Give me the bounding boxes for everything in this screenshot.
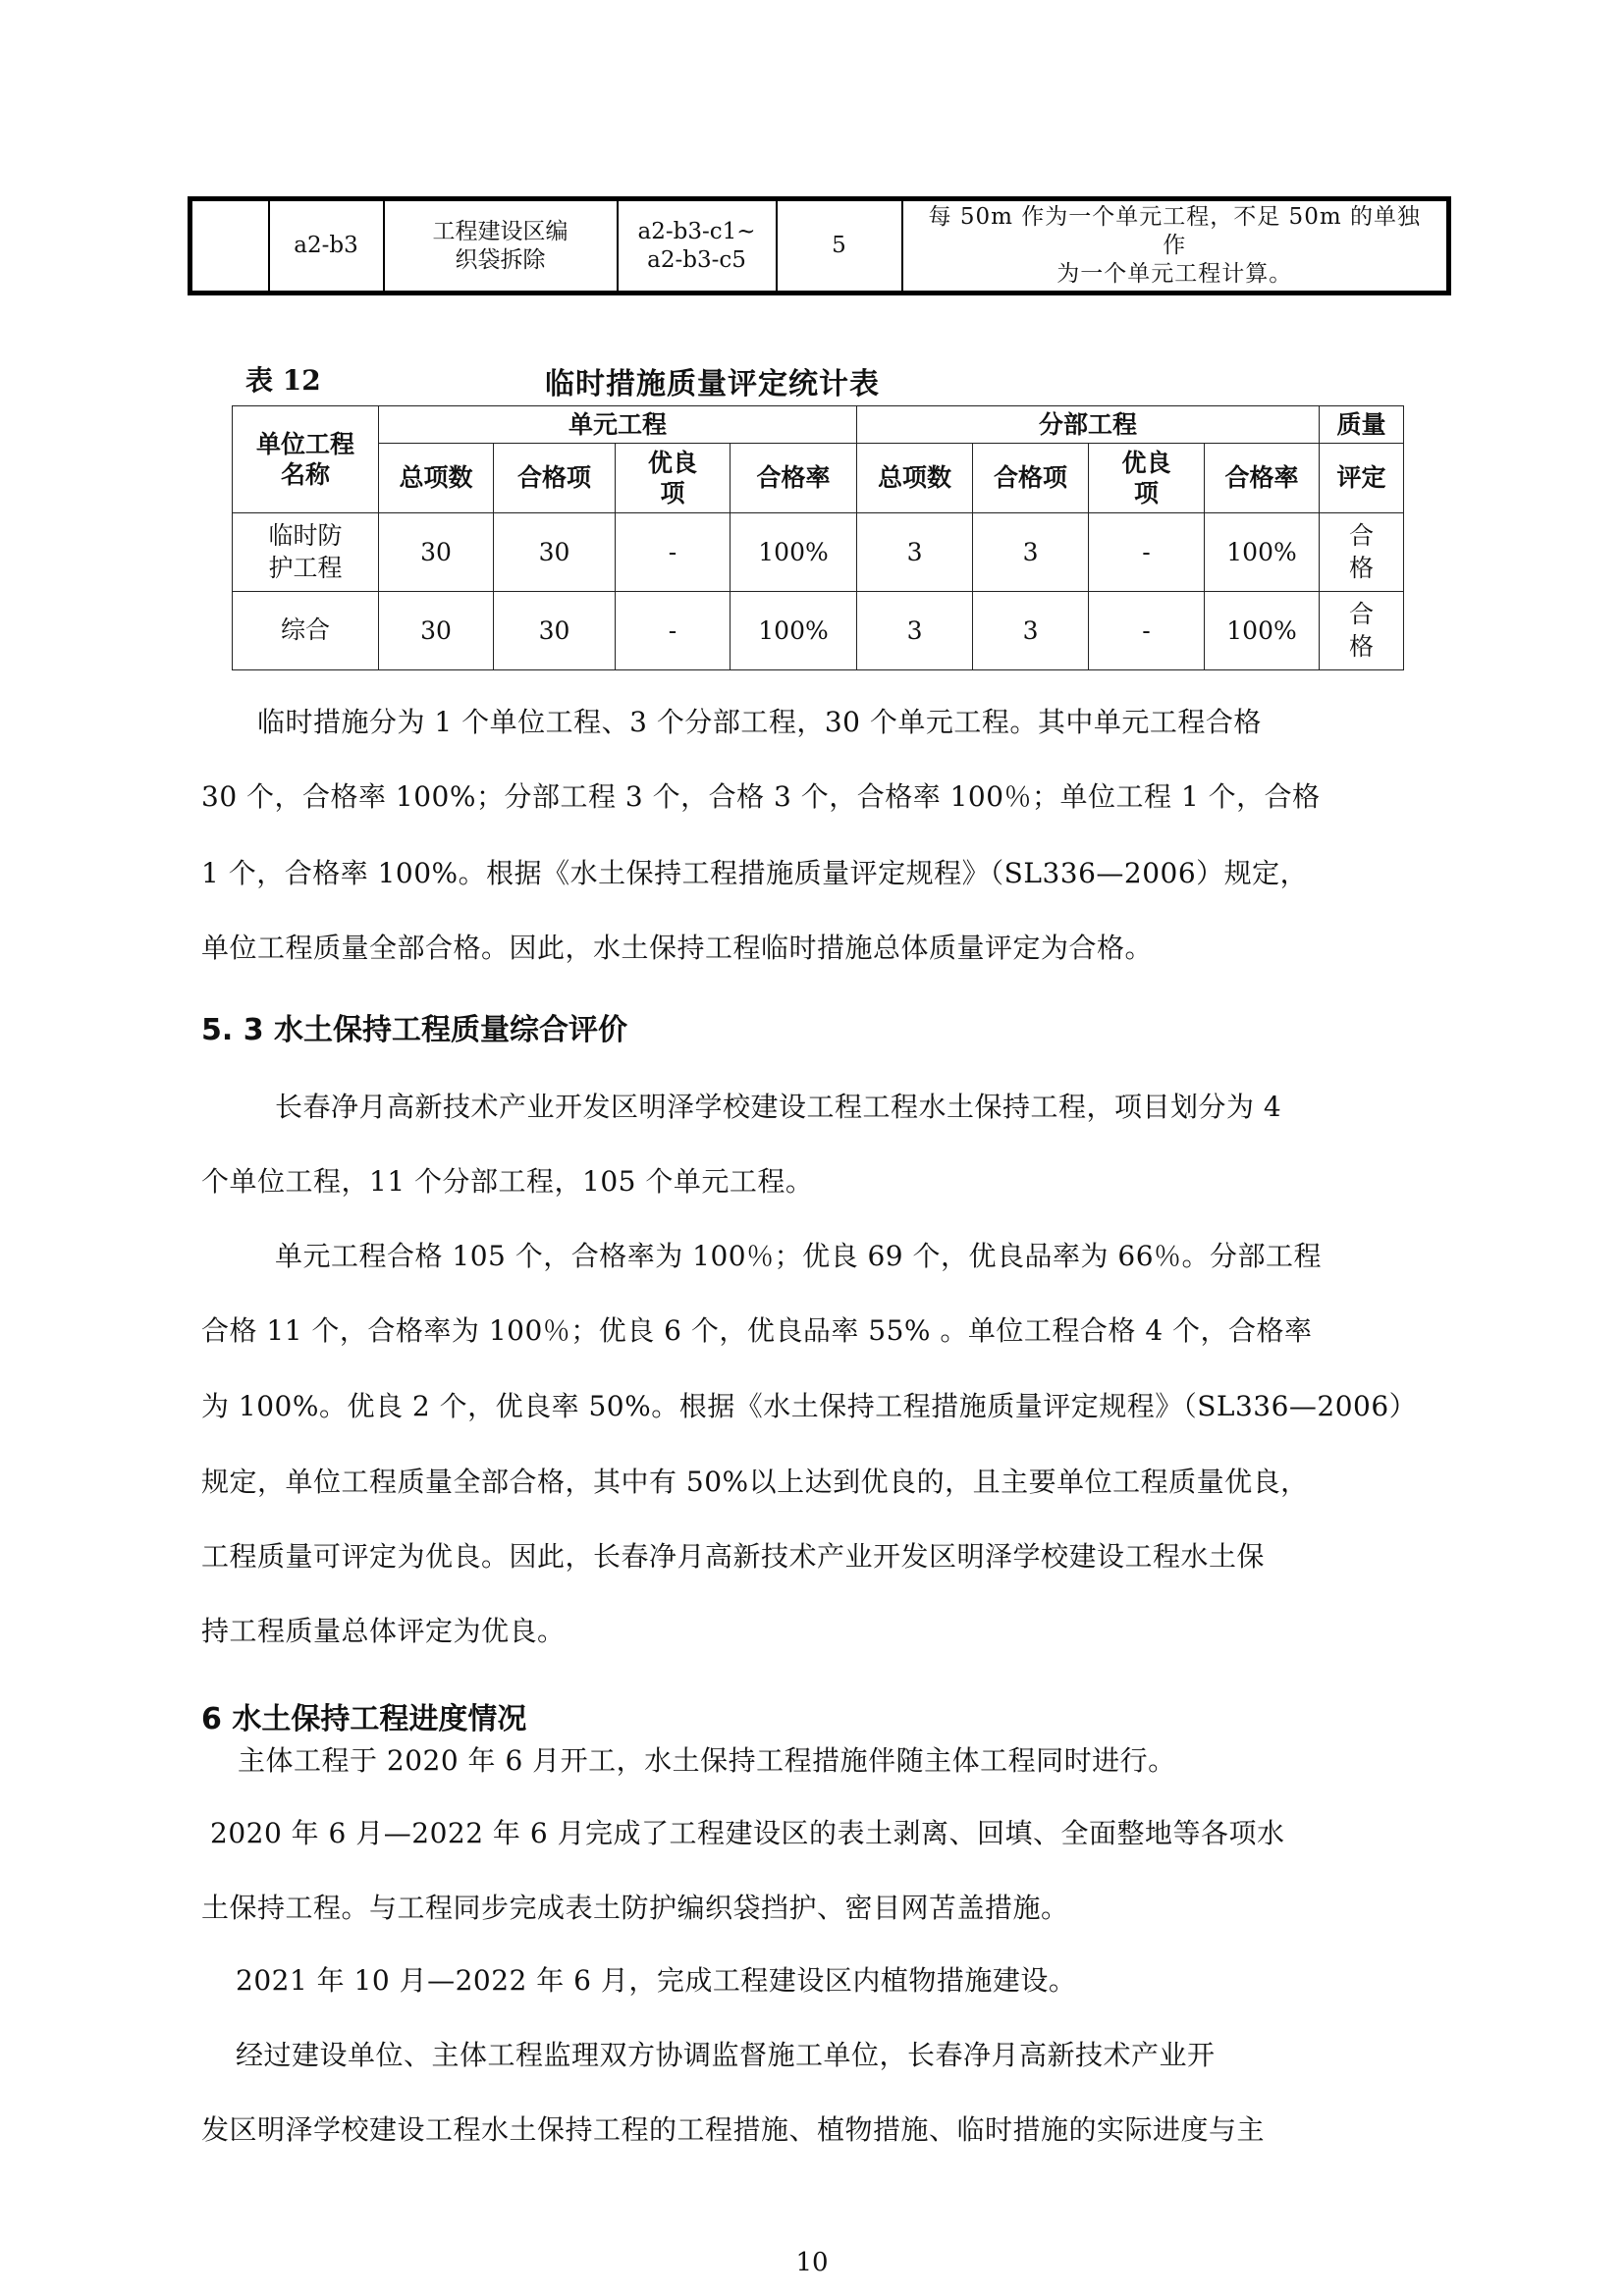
quality-statistics-table [232,405,1404,670]
header-qualified: 合格项 [973,444,1089,513]
cell-div-total: 3 [857,513,973,592]
cell-grade [1320,592,1404,670]
paragraph-line: 经过建设单位、主体工程监理双方协调监督施工单位，长春净月高新技术产业开 [236,2039,1216,2071]
header-rate: 合格率 [731,444,857,513]
cell-line: 格 [1349,631,1375,661]
header-qualified: 合格项 [494,444,616,513]
cell-div-qualified: 3 [973,592,1089,670]
cell-div-rate: 100% [1205,592,1320,670]
table-cell-name [384,199,618,294]
header-line: 项 [1134,479,1160,507]
paragraph-line: 规定，单位工程质量全部合格，其中有 50%以上达到优良的，且主要单位工程质量优良， [201,1466,1309,1498]
cell-div-excellent: - [1089,592,1205,670]
paragraph-line: 2020 年 6 月—2022 年 6 月完成了工程建设区的表土剥离、回填、全面整地等各项水 [210,1817,1285,1849]
paragraph-line: 合格 11 个，合格率为 100％；优良 6 个，优良品率 55% 。单位工程合格 4 个，合格率 [201,1314,1313,1347]
header-row [233,444,1404,513]
header-unit-name [233,406,379,513]
cell-div-total: 3 [857,592,973,670]
header-line: 项 [660,479,685,507]
table-cell-range [618,199,777,294]
header-rate: 合格率 [1205,444,1320,513]
cell-line: 护工程 [268,553,343,582]
table-row [190,199,1449,294]
cell-line: 综合 [280,615,330,645]
table-cell-code: a2-b3 [269,199,384,294]
table-cell-blank [190,199,269,294]
cell-el-total: 30 [379,513,494,592]
cell-div-rate: 100% [1205,513,1320,592]
cell-unit-name [233,592,379,670]
header-excellent [1089,444,1205,513]
paragraph-line: 持工程质量总体评定为优良。 [201,1615,566,1647]
cell-el-total: 30 [379,592,494,670]
table-cell-note [902,199,1449,294]
paragraph-line: 单位工程质量全部合格。因此，水土保持工程临时措施总体质量评定为合格。 [201,932,1154,964]
continuation-table [188,196,1451,295]
cell-unit-name [233,513,379,592]
cell-el-excellent: - [616,513,731,592]
header-row [233,406,1404,444]
header-excellent [616,444,731,513]
table-row [233,513,1404,592]
table-caption-title: 临时措施质量评定统计表 [545,367,880,401]
cell-line: 为一个单元工程计算。 [1056,260,1293,287]
paragraph-line: 个单位工程，11 个分部工程，105 个单元工程。 [201,1165,814,1198]
cell-div-excellent: - [1089,513,1205,592]
section-heading: 6 水土保持工程进度情况 [201,1702,527,1736]
section-heading: 5. 3 水土保持工程质量综合评价 [201,1013,628,1047]
cell-line: 合 [1349,600,1375,628]
paragraph-line: 为 100%。优良 2 个，优良率 50%。根据《水土保持工程措施质量评定规程》（SL336—2006） [201,1390,1418,1422]
cell-line: 格 [1349,553,1375,582]
cell-line: a2-b3-c1~ [637,218,756,244]
page-number: 10 [795,2248,829,2277]
header-line: 名称 [280,460,330,489]
header-line: 优良 [1121,448,1171,477]
header-total: 总项数 [379,444,494,513]
cell-line: 工程建设区编 [432,218,568,244]
cell-line: a2-b3-c5 [647,246,746,273]
paragraph-line: 30 个，合格率 100%；分部工程 3 个，合格 3 个，合格率 100％；单位工程 1 个，合格 [201,780,1321,813]
cell-el-rate: 100% [731,592,857,670]
paragraph-line: 长春净月高新技术产业开发区明泽学校建设工程工程水土保持工程，项目划分为 4 [275,1091,1282,1123]
table-row [233,592,1404,670]
paragraph-line: 发区明泽学校建设工程水土保持工程的工程措施、植物措施、临时措施的实际进度与主 [201,2113,1266,2146]
table-cell-count: 5 [777,199,902,294]
cell-line: 合 [1349,521,1375,550]
paragraph-line: 1 个，合格率 100%。根据《水土保持工程措施质量评定规程》（SL336—2006）规定， [201,857,1309,889]
table-caption-number: 表 12 [245,364,321,397]
cell-line: 临时防 [268,521,343,550]
header-grade: 评定 [1320,444,1404,513]
paragraph-line: 临时措施分为 1 个单位工程、3 个分部工程，30 个单元工程。其中单元工程合格 [257,706,1262,738]
header-line: 单位工程 [255,429,354,458]
paragraph-line: 2021 年 10 月—2022 年 6 月，完成工程建设区内植物措施建设。 [236,1964,1077,1997]
header-line: 优良 [647,448,697,477]
header-total: 总项数 [857,444,973,513]
cell-el-qualified: 30 [494,592,616,670]
cell-el-qualified: 30 [494,513,616,592]
cell-el-rate: 100% [731,513,857,592]
cell-line: 每 50m 作为一个单元工程，不足 50m 的单独作 [928,204,1421,259]
paragraph-line: 单元工程合格 105 个，合格率为 100％；优良 69 个，优良品率为 66％。分部工程 [275,1240,1323,1272]
header-quality: 质量 [1320,406,1404,444]
cell-line: 织袋拆除 [455,246,546,273]
cell-div-qualified: 3 [973,513,1089,592]
paragraph-line: 主体工程于 2020 年 6 月开工，水土保持工程措施伴随主体工程同时进行。 [238,1744,1176,1777]
paragraph-line: 土保持工程。与工程同步完成表土防护编织袋挡护、密目网苫盖措施。 [201,1892,1069,1924]
paragraph-line: 工程质量可评定为优良。因此，长春净月高新技术产业开发区明泽学校建设工程水土保 [201,1540,1266,1573]
cell-el-excellent: - [616,592,731,670]
header-group-element: 单元工程 [379,406,857,444]
cell-grade [1320,513,1404,592]
header-group-division: 分部工程 [857,406,1320,444]
